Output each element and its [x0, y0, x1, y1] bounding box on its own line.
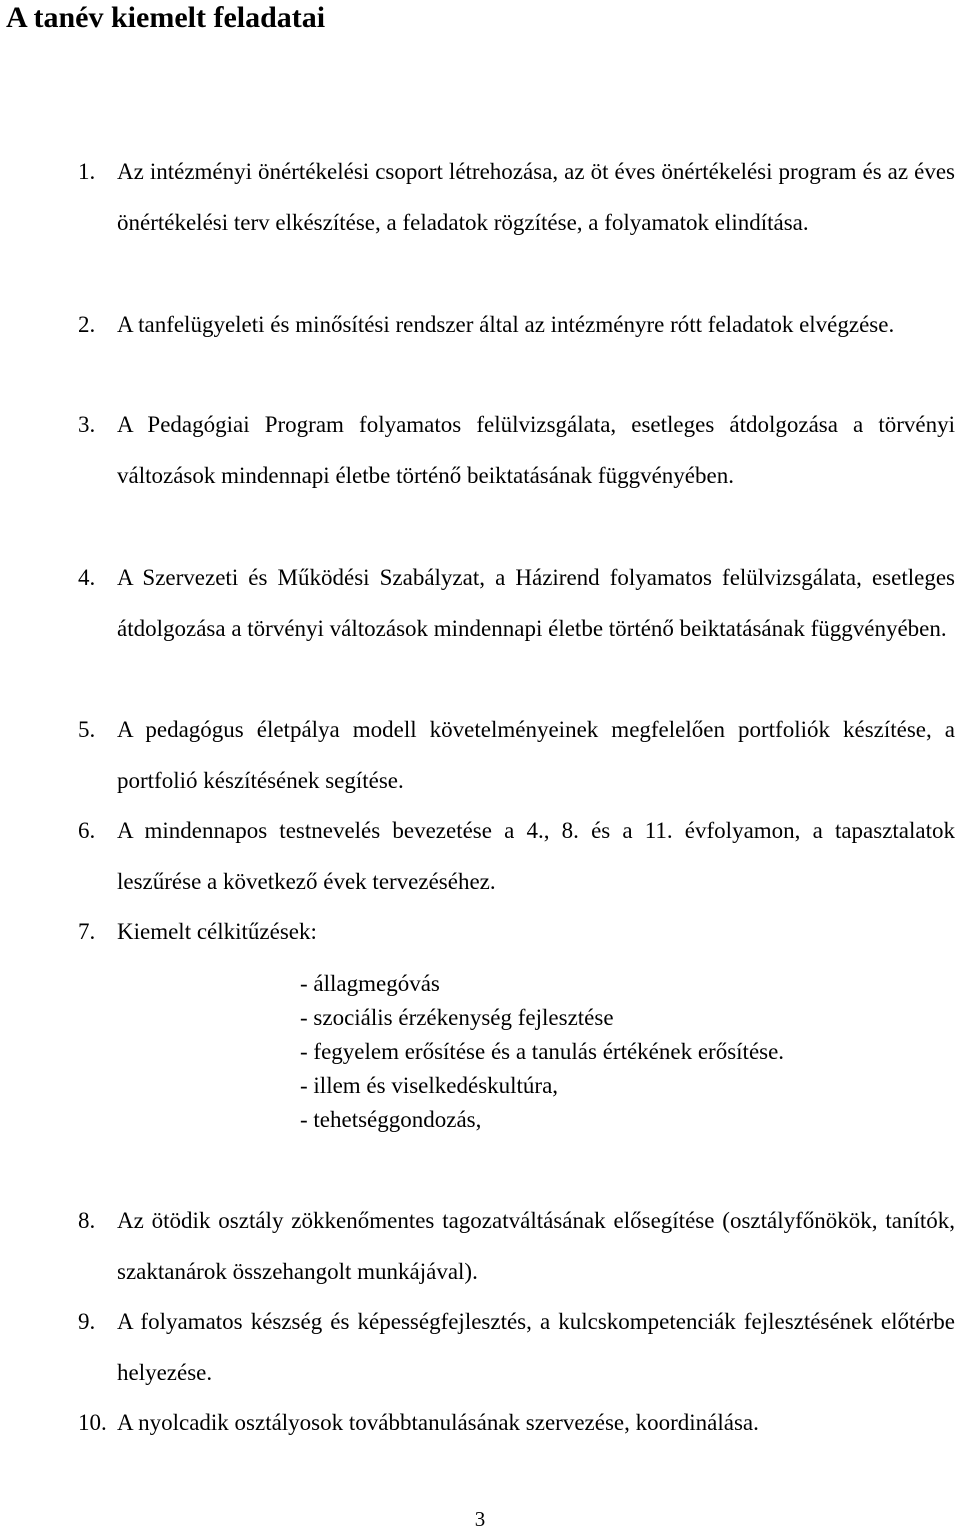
list-item-number: 2. [78, 312, 96, 337]
list-item-text: A Pedagógiai Program folyamatos felülvizsgálata, esetleges átdolgozása a törvényi változások mindennapi életbe történő beiktatásának függvényében. [117, 412, 955, 488]
list-item-text: A tanfelügyeleti és minősítési rendszer által az intézményre rótt feladatok elvégzése. [117, 312, 895, 337]
page-title: A tanév kiemelt feladatai [6, 1, 326, 34]
list-item-text: A folyamatos készség és képességfejlesztés, a kulcskompetenciák fejlesztésének előtérbe helyezése. [117, 1309, 955, 1385]
list-item-number: 3. [78, 412, 96, 437]
goal-item: - szociális érzékenység fejlesztése [300, 1005, 614, 1030]
list-item-text: A pedagógus életpálya modell követelményeinek megfelelően portfoliók készítése, a portfolió készítésének segítése. [117, 717, 955, 793]
goal-item: - illem és viselkedéskultúra, [300, 1073, 559, 1098]
list-item-number: 4. [78, 565, 96, 590]
list-item-text: A Szervezeti és Működési Szabályzat, a Házirend folyamatos felülvizsgálata, esetleges átdolgozása a törvényi változások mindennapi életbe történő beiktatásának függvényében. [117, 565, 955, 641]
list-item-number: 1. [78, 159, 96, 184]
list-item-text: A nyolcadik osztályosok továbbtanulásának szervezése, koordinálása. [117, 1410, 759, 1435]
list-item-text: Kiemelt célkitűzések: [117, 919, 317, 944]
list-item-number: 5. [78, 717, 96, 742]
goal-list [300, 967, 940, 1137]
list-item-text: A mindennapos testnevelés bevezetése a 4., 8. és a 11. évfolyamon, a tapasztalatok leszűrése a következő évek tervezéséhez. [117, 818, 955, 894]
goal-item: - állagmegóvás [300, 971, 440, 996]
list-item-number: 10. [78, 1410, 107, 1435]
goal-item: - fegyelem erősítése és a tanulás értékének erősítése. [300, 1039, 785, 1064]
list-item-text: Az intézményi önértékelési csoport létrehozása, az öt éves önértékelési program és az éves önértékelési terv elkészítése, a feladatok rögzítése, a folyamatok elindítása. [117, 159, 955, 235]
list-item-number: 8. [78, 1208, 96, 1233]
list-item-number: 6. [78, 818, 96, 843]
page-number: 3 [474, 1507, 486, 1531]
list-item-text: Az ötödik osztály zökkenőmentes tagozatváltásának elősegítése (osztályfőnökök, tanítók, szaktanárok összehangolt munkájával). [117, 1208, 955, 1284]
list-item-number: 7. [78, 919, 96, 944]
goal-item: - tehetséggondozás, [300, 1107, 482, 1132]
list-item-number: 9. [78, 1309, 96, 1334]
